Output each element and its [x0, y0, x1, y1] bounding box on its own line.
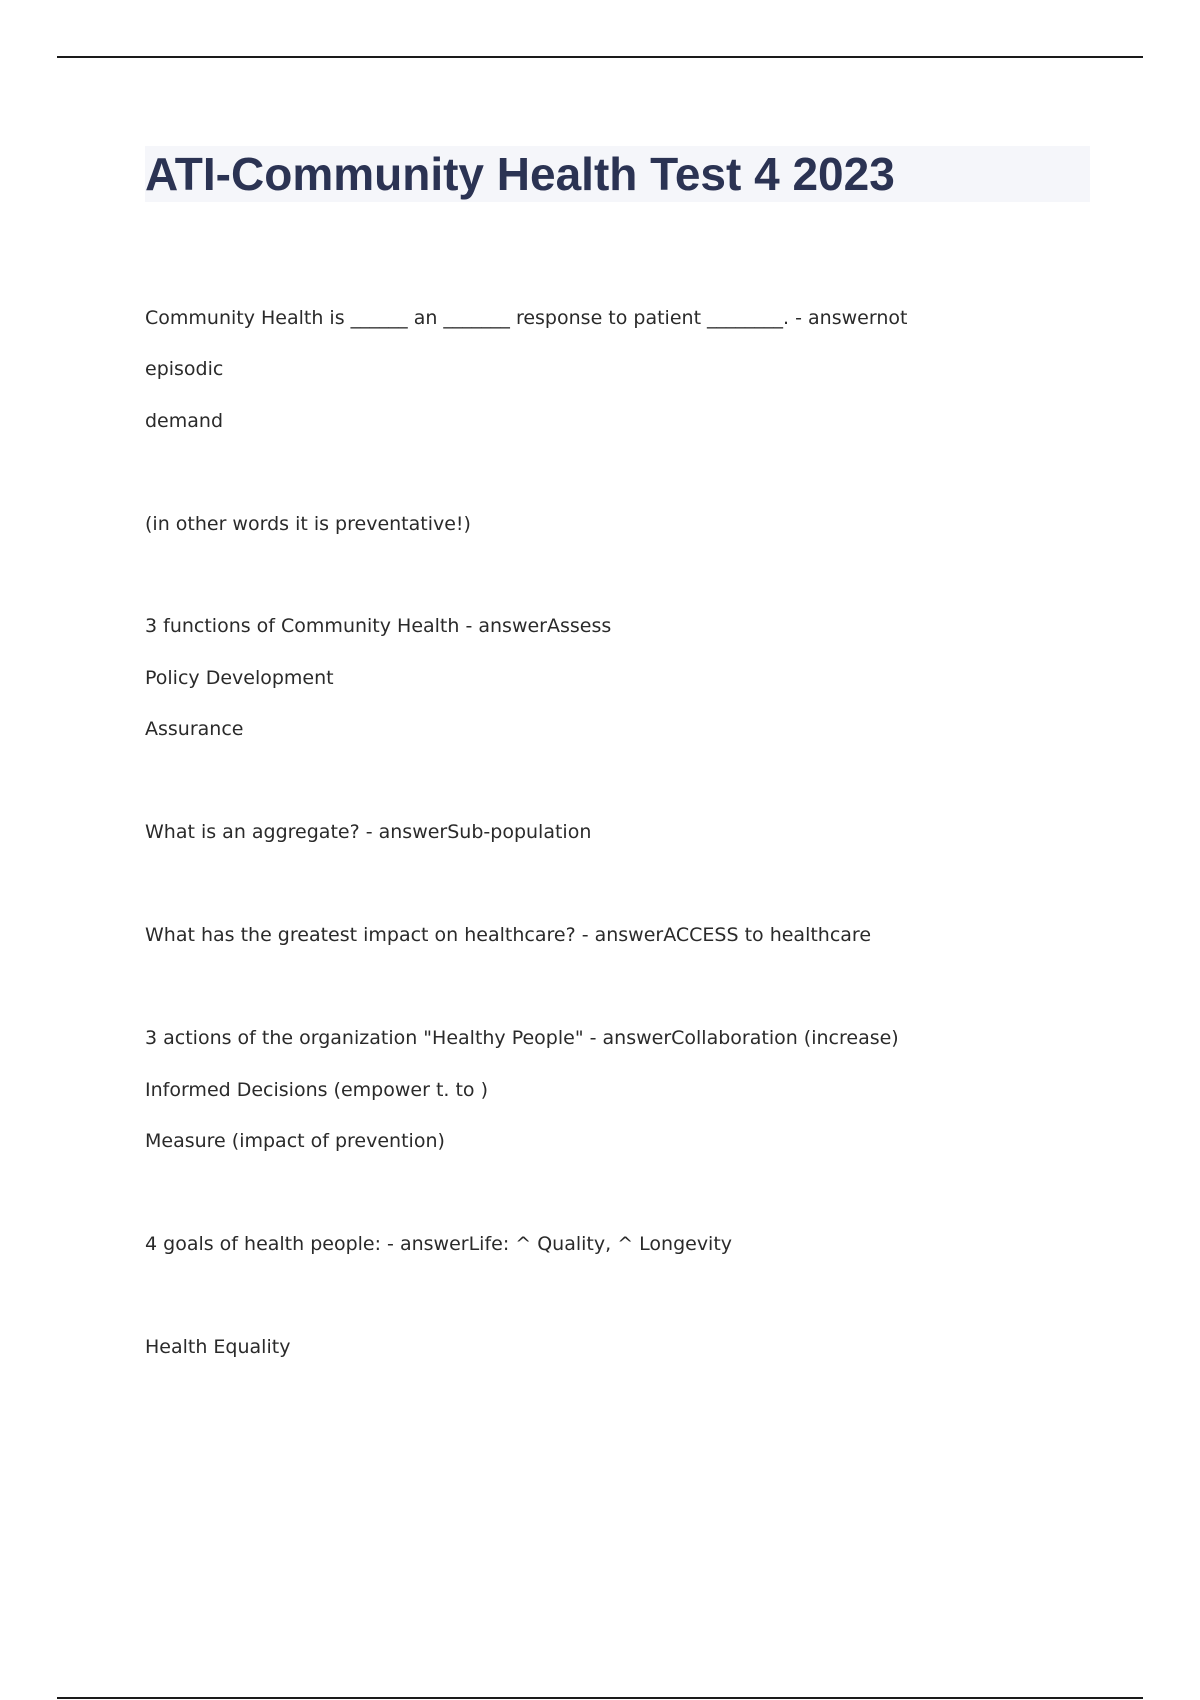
answer-line-demand: demand — [145, 410, 224, 432]
bottom-rule — [57, 1697, 1143, 1699]
answer-line-measure: Measure (impact of prevention) — [145, 1130, 445, 1152]
answer-line-assurance: Assurance — [145, 718, 244, 740]
question-healthy-people-actions: 3 actions of the organization "Healthy People" - answerCollaboration (increase) — [145, 1027, 899, 1049]
question-four-goals: 4 goals of health people: - answerLife: ^ Quality, ^ Longevity — [145, 1233, 733, 1255]
answer-line-informed-decisions: Informed Decisions (empower t. to ) — [145, 1079, 488, 1101]
note-preventative: (in other words it is preventative!) — [145, 513, 471, 535]
answer-line-episodic: episodic — [145, 358, 224, 380]
document-title: ATI-Community Health Test 4 2023 — [145, 148, 895, 200]
question-community-health: Community Health is ______ an _______ response to patient ________. - answernot — [145, 307, 908, 329]
top-rule — [57, 56, 1143, 58]
question-three-functions: 3 functions of Community Health - answerAssess — [145, 615, 612, 637]
question-greatest-impact: What has the greatest impact on healthcare? - answerACCESS to healthcare — [145, 924, 872, 946]
answer-line-policy-development: Policy Development — [145, 667, 334, 689]
answer-line-health-equality: Health Equality — [145, 1336, 291, 1358]
question-aggregate: What is an aggregate? - answerSub-population — [145, 821, 592, 843]
